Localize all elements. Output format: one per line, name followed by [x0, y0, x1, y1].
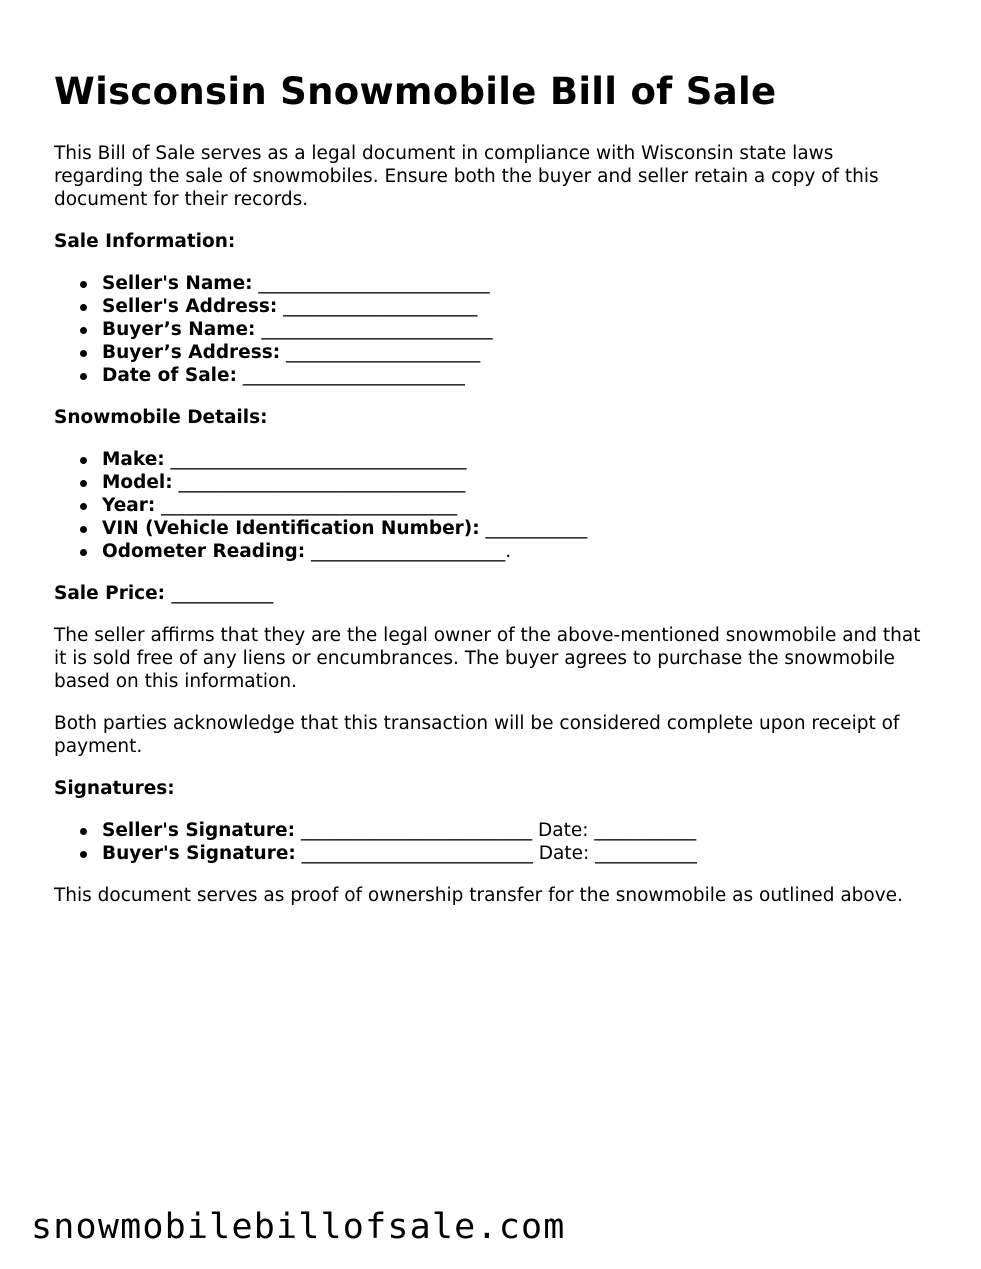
- signature-date: Date: ___________: [538, 820, 697, 841]
- item-label: Buyer’s Address:: [102, 342, 281, 363]
- fill-in-blank: _________________________: [261, 319, 493, 340]
- buyers-name-item: [102, 318, 924, 341]
- sale-info-list: [54, 272, 924, 387]
- fill-in-blank: _________________________: [258, 273, 490, 294]
- fill-in-blank: _________________________: [300, 820, 533, 841]
- item-label: Seller's Address:: [102, 296, 278, 317]
- sellers-address-item: [102, 295, 924, 318]
- buyers-address-item: [102, 341, 924, 364]
- sellers-name-item: [102, 272, 924, 295]
- sale-price-label: Sale Price:: [54, 583, 166, 604]
- closing-paragraph: This document serves as proof of ownership transfer for the snowmobile as outlined above.: [54, 885, 903, 906]
- buyer-signature-item: [102, 842, 924, 865]
- signatures-heading: Signatures:: [54, 778, 175, 799]
- affirmation-paragraph: The seller affirms that they are the legal owner of the above-mentioned snowmobile and that it is sold free of any liens or encumbrances. The buyer agrees to purchase the snowmobile based on this information.: [54, 625, 921, 692]
- vin-item: [102, 517, 924, 540]
- item-label: VIN (Vehicle Identification Number):: [102, 518, 480, 539]
- fill-in-blank: _________________________: [301, 843, 533, 864]
- fill-in-blank: _______________________________: [178, 472, 466, 493]
- item-label: Date of Sale:: [102, 365, 237, 386]
- page-title: Wisconsin Snowmobile Bill of Sale: [54, 70, 777, 113]
- fill-in-blank: ________________________________: [170, 449, 467, 470]
- intro-paragraph: This Bill of Sale serves as a legal document in compliance with Wisconsin state laws regarding the sale of snowmobiles. Ensure both the buyer and seller retain a copy of this document for their records.: [54, 143, 879, 210]
- model-item: [102, 471, 924, 494]
- document-page: [54, 64, 924, 907]
- fill-in-blank: _____________________: [283, 296, 478, 317]
- year-item: [102, 494, 924, 517]
- item-label: Model:: [102, 472, 173, 493]
- acknowledgement-paragraph: Both parties acknowledge that this transaction will be considered complete upon receipt of payment.: [54, 713, 900, 757]
- snowmobile-details-heading: Snowmobile Details:: [54, 407, 268, 428]
- fill-in-blank: _____________________.: [311, 541, 512, 562]
- fill-in-blank: ___________: [171, 583, 274, 604]
- snowmobile-details-list: [54, 448, 924, 563]
- seller-signature-item: [102, 819, 924, 842]
- sale-price-line: [54, 582, 924, 605]
- make-item: [102, 448, 924, 471]
- item-label: Seller's Signature:: [102, 820, 295, 841]
- site-watermark: snowmobilebillofsale.com: [31, 1207, 566, 1247]
- item-label: Buyer's Signature:: [102, 843, 296, 864]
- fill-in-blank: ___________: [485, 518, 588, 539]
- item-label: Seller's Name:: [102, 273, 253, 294]
- fill-in-blank: _____________________: [286, 342, 481, 363]
- sale-info-heading: Sale Information:: [54, 231, 236, 252]
- signature-date: Date: ___________: [538, 843, 697, 864]
- signatures-list: [54, 819, 924, 865]
- item-label: Odometer Reading:: [102, 541, 306, 562]
- date-of-sale-item: [102, 364, 924, 387]
- odometer-item: [102, 540, 924, 563]
- item-label: Make:: [102, 449, 165, 470]
- fill-in-blank: ________________________________: [161, 495, 458, 516]
- item-label: Year:: [102, 495, 156, 516]
- item-label: Buyer’s Name:: [102, 319, 256, 340]
- fill-in-blank: ________________________: [242, 365, 465, 386]
